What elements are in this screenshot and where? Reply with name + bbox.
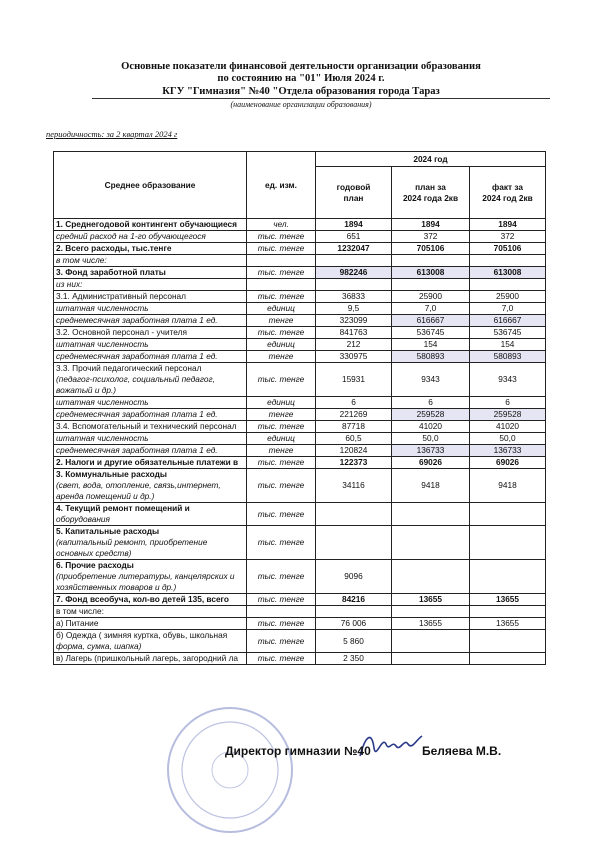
value-cell-q: 9343 [392, 363, 470, 397]
unit-cell: тыс. тенге [247, 243, 316, 255]
row-name: 1. Среднегодовой контингент обучающиеся [54, 219, 247, 231]
unit-cell: чел. [247, 219, 316, 231]
value-cell-fact [470, 630, 546, 653]
table-row [54, 503, 546, 526]
empty-cell [392, 255, 470, 267]
row-name-line: 5. Капитальные расходы [56, 526, 160, 536]
value-cell-q: 1894 [392, 219, 470, 231]
unit-cell: тыс. тенге [247, 503, 316, 526]
row-name: средний расход на 1-го обучающегося [54, 231, 247, 243]
row-name-line: оборудования [56, 514, 110, 524]
value-cell-fact: 6 [470, 397, 546, 409]
empty-cell [247, 255, 316, 267]
unit-cell: тыс. тенге [247, 630, 316, 653]
report-title-line2: по состоянию на "01" Июля 2024 г. [217, 73, 385, 84]
value-cell-fact: 154 [470, 339, 546, 351]
value-cell-plan: 60,5 [316, 433, 392, 445]
organization-underline [92, 98, 550, 99]
value-cell-plan: 120824 [316, 445, 392, 457]
value-cell-fact: 705106 [470, 243, 546, 255]
unit-cell: тыс. тенге [247, 327, 316, 339]
unit-cell: тенге [247, 445, 316, 457]
value-cell-fact: 1894 [470, 219, 546, 231]
value-cell-q: 536745 [392, 327, 470, 339]
value-cell-plan: 34116 [316, 469, 392, 503]
table-row [54, 219, 546, 231]
value-cell-fact: 7,0 [470, 303, 546, 315]
table-row [54, 243, 546, 255]
table-row [54, 653, 546, 665]
row-name-line: (свет, вода, отопление, связь,интернет, [56, 480, 221, 490]
unit-cell: тыс. тенге [247, 469, 316, 503]
value-cell-fact [470, 526, 546, 560]
value-cell-fact: 9418 [470, 469, 546, 503]
row-name: штатная численность [54, 339, 247, 351]
value-cell-fact: 69026 [470, 457, 546, 469]
financial-indicators-table [53, 151, 546, 665]
value-cell-q: 50,0 [392, 433, 470, 445]
value-cell-q: 705106 [392, 243, 470, 255]
unit-cell: единиц [247, 303, 316, 315]
row-name [54, 560, 247, 594]
organization-name: КГУ "Гимназия" №40 "Отдела образования города Тараз [162, 86, 440, 97]
director-name: Беляева М.В. [422, 744, 502, 758]
column-header-name: Среднее образование [54, 152, 247, 219]
value-cell-q: 372 [392, 231, 470, 243]
unit-cell: тенге [247, 351, 316, 363]
unit-cell: тыс. тенге [247, 421, 316, 433]
value-cell-fact: 13655 [470, 618, 546, 630]
value-cell-q [392, 560, 470, 594]
column-header-unit: ед. изм. [247, 152, 316, 219]
row-name [54, 469, 247, 503]
empty-cell [316, 255, 392, 267]
value-cell-fact: 25900 [470, 291, 546, 303]
unit-cell: единиц [247, 339, 316, 351]
value-cell-q: 616667 [392, 315, 470, 327]
table-row [54, 291, 546, 303]
unit-cell: единиц [247, 433, 316, 445]
table-row [54, 339, 546, 351]
value-cell-fact [470, 653, 546, 665]
value-cell-plan: 221269 [316, 409, 392, 421]
value-cell-plan: 982246 [316, 267, 392, 279]
row-name: среднемесячная заработная плата 1 ед. [54, 315, 247, 327]
report-title-line1: Основные показатели финансовой деятельности организации образования [121, 61, 481, 72]
row-name: 3.2. Основной персонал - учителя [54, 327, 247, 339]
value-cell-fact [470, 560, 546, 594]
table-row [54, 445, 546, 457]
row-name: 7. Фонд всеобуча, кол-во детей 135, всего [54, 594, 247, 606]
empty-cell [247, 606, 316, 618]
row-name-line: 6. Прочие расходы [56, 560, 134, 570]
row-name: а) Питание [54, 618, 247, 630]
value-cell-fact: 616667 [470, 315, 546, 327]
empty-cell [470, 255, 546, 267]
value-cell-q: 25900 [392, 291, 470, 303]
empty-cell [392, 606, 470, 618]
value-cell-plan [316, 526, 392, 560]
value-cell-fact: 580893 [470, 351, 546, 363]
table-header-row [54, 152, 546, 167]
empty-cell [470, 279, 546, 291]
value-cell-plan: 15931 [316, 363, 392, 397]
periodicity-label: периодичность: за 2 квартал 2024 г [46, 129, 178, 139]
value-cell-plan: 76 006 [316, 618, 392, 630]
table-row [54, 526, 546, 560]
unit-cell: тыс. тенге [247, 291, 316, 303]
row-name-line: аренда помещений и др.) [56, 491, 155, 501]
value-cell-plan: 87718 [316, 421, 392, 433]
value-cell-plan [316, 503, 392, 526]
value-cell-q: 259528 [392, 409, 470, 421]
value-cell-fact: 613008 [470, 267, 546, 279]
unit-cell: тыс. тенге [247, 594, 316, 606]
value-cell-plan: 212 [316, 339, 392, 351]
value-cell-fact: 50,0 [470, 433, 546, 445]
table-row [54, 363, 546, 397]
year-header: 2024 год [316, 152, 546, 167]
official-stamp [160, 700, 300, 840]
unit-cell: тыс. тенге [247, 618, 316, 630]
row-name: 2. Налоги и другие обязательные платежи в [54, 457, 247, 469]
row-name: штатная численность [54, 397, 247, 409]
row-name-line: (приобретение литературы, канцелярских и [56, 571, 235, 581]
row-name [54, 630, 247, 653]
row-name: штатная численность [54, 303, 247, 315]
table-row [54, 409, 546, 421]
value-cell-q: 9418 [392, 469, 470, 503]
column-header-annual-plan: годовой план [316, 167, 392, 219]
value-cell-q [392, 503, 470, 526]
row-name: среднемесячная заработная плата 1 ед. [54, 409, 247, 421]
row-name-line: (педагог-психолог, социальный педагог, [56, 374, 215, 384]
unit-cell: тыс. тенге [247, 231, 316, 243]
table-row [54, 560, 546, 594]
value-cell-fact: 536745 [470, 327, 546, 339]
value-cell-q [392, 526, 470, 560]
row-name: штатная численность [54, 433, 247, 445]
value-cell-plan: 330975 [316, 351, 392, 363]
value-cell-q: 13655 [392, 618, 470, 630]
value-cell-plan: 6 [316, 397, 392, 409]
table-row [54, 433, 546, 445]
column-header-quarter-fact: факт за 2024 год 2кв [470, 167, 546, 219]
row-name-line: вожатый и др.) [56, 385, 117, 395]
unit-cell: тыс. тенге [247, 457, 316, 469]
table-row [54, 327, 546, 339]
row-name-line: хозяйственных товаров и др.) [56, 582, 177, 592]
row-name-line: б) Одежда ( зимняя куртка, обувь, школьная [56, 630, 228, 640]
row-name-line: форма, сумка, шапка) [56, 641, 142, 651]
row-name-line: 3. Коммунальные расходы [56, 469, 167, 479]
director-title: Директор гимназии №40 [225, 744, 371, 758]
empty-cell [470, 606, 546, 618]
row-name-line: 4. Текущий ремонт помещений и [56, 503, 190, 513]
value-cell-plan: 122373 [316, 457, 392, 469]
empty-cell [316, 279, 392, 291]
row-name [54, 363, 247, 397]
table-row [54, 397, 546, 409]
value-cell-q: 154 [392, 339, 470, 351]
empty-cell [247, 279, 316, 291]
table-row [54, 231, 546, 243]
value-cell-fact [470, 503, 546, 526]
value-cell-fact: 9343 [470, 363, 546, 397]
value-cell-plan: 9,5 [316, 303, 392, 315]
table-row [54, 279, 546, 291]
row-name: из них: [54, 279, 247, 291]
organization-caption: (наименование организации образования) [230, 100, 372, 109]
row-name: среднемесячная заработная плата 1 ед. [54, 445, 247, 457]
value-cell-fact: 259528 [470, 409, 546, 421]
unit-cell: тыс. тенге [247, 267, 316, 279]
empty-cell [316, 606, 392, 618]
table-row [54, 267, 546, 279]
value-cell-q [392, 630, 470, 653]
value-cell-q: 69026 [392, 457, 470, 469]
row-name: в) Лагерь (пришкольный лагерь, загородний ла [54, 653, 247, 665]
value-cell-plan: 1232047 [316, 243, 392, 255]
row-name: 2. Всего расходы, тыс.тенге [54, 243, 247, 255]
value-cell-q: 613008 [392, 267, 470, 279]
value-cell-fact: 136733 [470, 445, 546, 457]
value-cell-q [392, 653, 470, 665]
value-cell-plan: 36833 [316, 291, 392, 303]
table-row [54, 618, 546, 630]
value-cell-plan: 84216 [316, 594, 392, 606]
unit-cell: единиц [247, 397, 316, 409]
value-cell-q: 41020 [392, 421, 470, 433]
value-cell-q: 6 [392, 397, 470, 409]
table-row [54, 255, 546, 267]
row-name: среднемесячная заработная плата 1 ед. [54, 351, 247, 363]
table-row [54, 303, 546, 315]
value-cell-q: 580893 [392, 351, 470, 363]
row-name: в том числе: [54, 255, 247, 267]
row-name-line: 3.3. Прочий педагогический персонал [56, 363, 202, 373]
value-cell-fact: 13655 [470, 594, 546, 606]
table-row [54, 421, 546, 433]
table-row [54, 457, 546, 469]
table-row [54, 630, 546, 653]
row-name: 3. Фонд заработной платы [54, 267, 247, 279]
value-cell-plan: 1894 [316, 219, 392, 231]
value-cell-plan: 5 860 [316, 630, 392, 653]
row-name-line: основных средств) [56, 548, 132, 558]
value-cell-q: 7,0 [392, 303, 470, 315]
row-name [54, 526, 247, 560]
unit-cell: тенге [247, 315, 316, 327]
row-name-line: (капитальный ремонт, приобретение [56, 537, 208, 547]
unit-cell: тыс. тенге [247, 560, 316, 594]
value-cell-plan: 2 350 [316, 653, 392, 665]
value-cell-q: 13655 [392, 594, 470, 606]
row-name [54, 503, 247, 526]
unit-cell: тенге [247, 409, 316, 421]
unit-cell: тыс. тенге [247, 363, 316, 397]
value-cell-plan: 9096 [316, 560, 392, 594]
column-header-quarter-plan: план за 2024 года 2кв [392, 167, 470, 219]
row-name: 3.4. Вспомогательный и технический персонал [54, 421, 247, 433]
table-row [54, 315, 546, 327]
unit-cell: тыс. тенге [247, 653, 316, 665]
table-row [54, 594, 546, 606]
value-cell-plan: 323099 [316, 315, 392, 327]
value-cell-fact: 41020 [470, 421, 546, 433]
value-cell-fact: 372 [470, 231, 546, 243]
row-name: 3.1. Административный персонал [54, 291, 247, 303]
value-cell-plan: 841763 [316, 327, 392, 339]
value-cell-plan: 651 [316, 231, 392, 243]
table-row [54, 351, 546, 363]
table-row [54, 606, 546, 618]
row-name: в том числе: [54, 606, 247, 618]
unit-cell: тыс. тенге [247, 526, 316, 560]
empty-cell [392, 279, 470, 291]
value-cell-q: 136733 [392, 445, 470, 457]
table-row [54, 469, 546, 503]
